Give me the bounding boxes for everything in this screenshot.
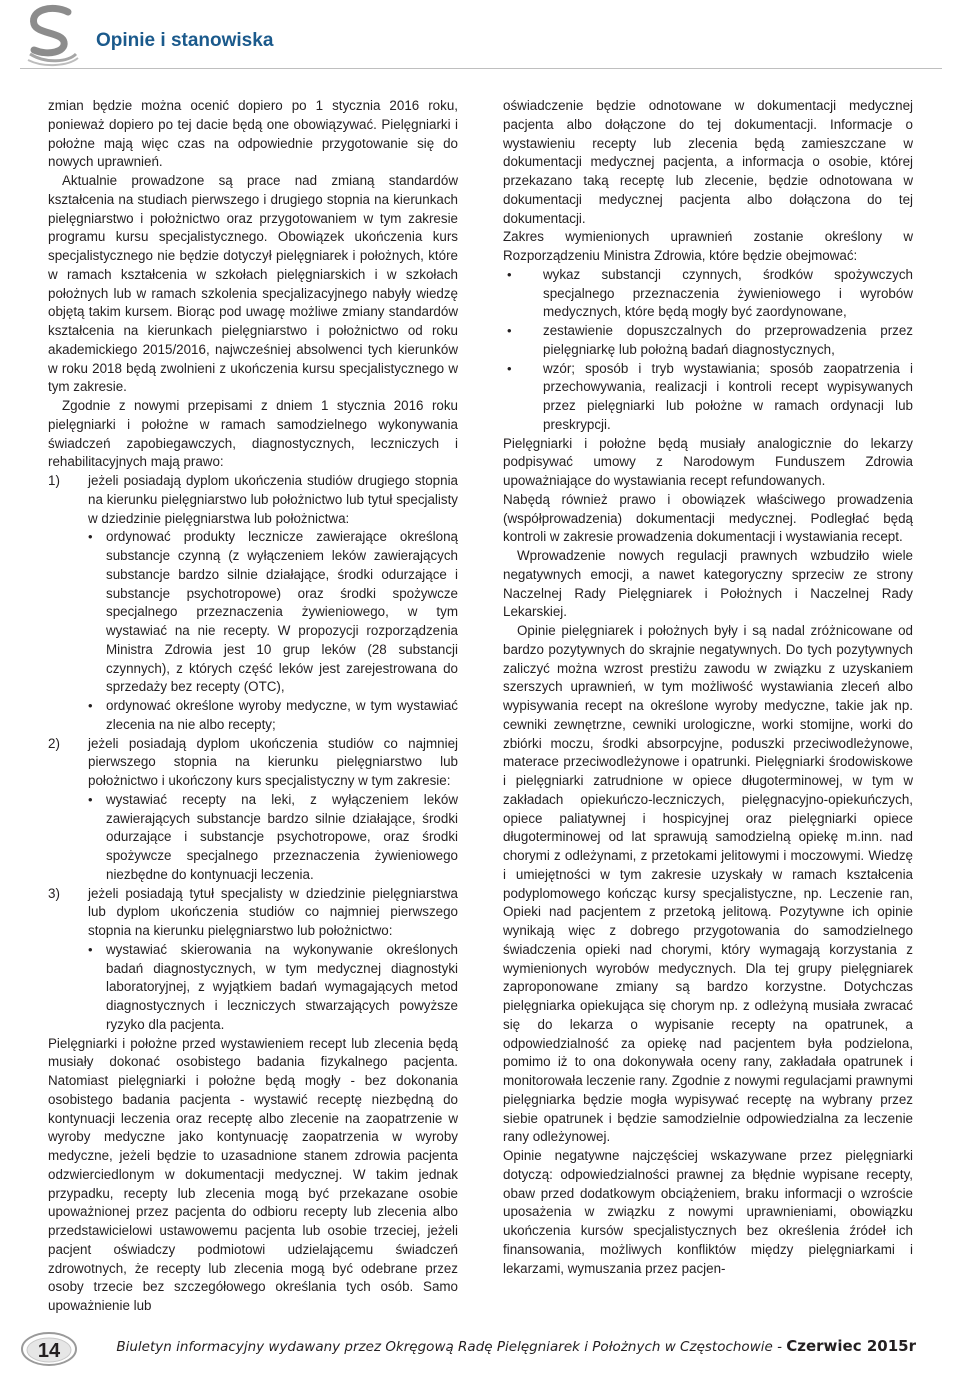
rights-list-item	[48, 885, 458, 1035]
rights-list-item	[48, 735, 458, 885]
rights-list	[48, 472, 458, 1035]
footer-publication	[116, 1337, 916, 1355]
paragraph: Zgodnie z nowymi przepisami z dniem 1 stycznia 2016 roku pielęgniarki i położne w ramach samodzielnego wykonywania świadczeń zapobiegawczych, diagnostycznych, leczniczych i rehabilitacyjnych mają prawo:	[48, 398, 458, 470]
bullet-icon: •	[88, 941, 93, 957]
list-number: 3)	[48, 885, 60, 901]
bullet-list	[66, 528, 458, 734]
paragraph: Opinie negatywne najczęściej wskazywane przez pielęgniarki dotyczą: odpowiedzialności prawnej za błędnie wypisane recepty, obaw przed dodatkowym obciążeniem, braku informacji o wzroście uposażenia w związku z nowymi uprawnieniami, obowiązku ukończenia kursów specjalistycznych bez określenia źródeł ich finansowania, możliwych konfliktów między pielęgniarkami i lekarzami, wymuszania przez pacjen-	[503, 1148, 913, 1276]
issue-date: Czerwiec 2015r	[786, 1337, 916, 1355]
left-column	[48, 97, 458, 1316]
bullet-item	[66, 941, 458, 1035]
bullet-text: ordynować produkty lecznicze zawierające określoną substancje czynną (z wyłączeniem leków zawierających substancje bardzo silnie działające, środki odurzające i substancje psychotropowe) oraz środki spożywcze specjalnego przeznaczenia żywieniowego, w tym wystawiać na nie recepty. W propozycji rozporządzenia Ministra Zdrowia jest 10 grup leków (28 substancji czynnych), z których część leków jest zarejestrowana do sprzedaży bez recepty (OTC),	[106, 529, 458, 695]
bullet-text: wzór; sposób i tryb wystawiania; sposób zaopatrzenia i przechowywania, realizacji i kontroli recept wypisywanych przez pielęgniarki lub położne w ramach ordynacji lub preskrypcji.	[543, 360, 913, 432]
paragraph: Pielęgniarki i położne będą musiały analogicznie do lekarzy podpisywać umowy z Narodowym Funduszem Zdrowia upoważniające do wystawiania recept refundowanych.	[503, 435, 913, 488]
paragraph: Aktualnie prowadzone są prace nad zmianą standardów kształcenia na studiach pierwszego i drugiego stopnia na kierunkach pielęgniarstwo i położnictwo oraz przygotowaniem w tym zakresie programu kursu specjalistycznego. Obowiązek ukończenia kurs specjalistycznego nie będzie dotyczył pielęgniarek i położnych, które w ramach kształcenia w szkołach pielęgniarskich i w szkołach położnych lub w ramach szkolenia specjalizacyjnego nabyły wiedzę objętą takim kursem. Biorąc pod uwagę możliwe zmiany standardów kształcenia na kierunkach pielęgniarstwo i położnictwo od roku akademickiego 2015/2016, najwcześniej absolwenci tych kierunków w roku 2018 będą zwolnieni z ukończenia kursu specjalistycznego w tym zakresie.	[48, 173, 458, 395]
list-item-text: jeżeli posiadają tytuł specjalisty w dziedzinie pielęgniarstwa lub dyplom ukończenia studiów co najmniej pierwszego stopnia na kierunku pielęgniarstwo lub położnictwo:	[88, 885, 458, 938]
header-divider	[20, 68, 942, 69]
page-number-badge	[20, 1330, 78, 1368]
list-item-text: jeżeli posiadają dyplom ukończenia studiów drugiego stopnia na kierunku pielęgniarstwo lub położnictwo lub tytuł specjalisty w dziedzinie pielęgniarstwa lub położnictwa:	[88, 473, 458, 526]
bullet-list	[503, 266, 913, 435]
page-header	[0, 0, 960, 78]
publication-name: Biuletyn informacyjny wydawany przez Okręgową Radę Pielęgniarek i Położnych w Częstochowie -	[116, 1339, 787, 1355]
bullet-icon: •	[88, 529, 93, 545]
rights-list-item	[48, 472, 458, 735]
bullet-icon: •	[507, 266, 512, 282]
bullet-icon: •	[88, 791, 93, 807]
bullet-list	[66, 791, 458, 885]
bullet-text: wystawiać recepty na leki, z wyłączeniem leków zawierających substancje bardzo silnie działające, środki odurzające i substancje psychotropowe, oraz środki spożywcze specjalnego przeznaczenia żywieniowego niezbędne do kontynuacji leczenia.	[106, 791, 458, 882]
list-number: 1)	[48, 473, 60, 488]
bullet-icon: •	[507, 360, 512, 376]
bullet-icon: •	[88, 698, 93, 713]
paragraph: zmian będzie można ocenić dopiero po 1 stycznia 2016 roku, ponieważ dopiero po tej dacie będą one obowiązywać. Pielęgniarki i położne mają więc czas na odpowiednie przygotowanie się do nowych uprawnień.	[48, 98, 458, 170]
paragraph: Nabędą również prawo i obowiązek właściwego prowadzenia (współprowadzenia) dokumentacji medycznej. Podległać będą kontroli w zakresie prowadzenia dokumentacji i wystawiania recept.	[503, 491, 913, 545]
bullet-item	[66, 791, 458, 885]
section-title: Opinie i stanowiska	[96, 30, 274, 51]
bullet-item	[66, 528, 458, 697]
bullet-text: wystawiać skierowania na wykonywanie określonych badań diagnostycznych, w tym medycznej diagnostyki laboratoryjnej, z wyjątkiem badań wymagających metod diagnostycznych i leczniczych stwarzających powyższe ryzyko dla pacjenta.	[106, 941, 458, 1032]
bullet-item	[503, 360, 913, 435]
bullet-item	[503, 266, 913, 322]
bullet-text: wykaz substancji czynnych, środków spożywczych specjalnego przeznaczenia żywieniowego i wyrobów medycznych, które będą mogły być zaordynowane,	[543, 266, 913, 320]
paragraph: Zakres wymienionych uprawnień zostanie określony w Rozporządzeniu Ministra Zdrowia, które będzie obejmować:	[503, 229, 913, 263]
logo-icon	[22, 4, 82, 68]
list-number: 2)	[48, 735, 60, 751]
page-number: 14	[37, 1340, 61, 1362]
bullet-item	[66, 697, 458, 735]
paragraph: oświadczenie będzie odnotowane w dokumentacji medycznej pacjenta albo dołączone do tej dokumentacji. Informacje o wystawieniu recepty lub zlecenia będą zamieszczane w dokumentacji medycznej pacjenta, a informacja o osobie, której przekazano taką receptę lub zlecenie, będzie odnotowana w dokumentacji medycznej pacjenta albo dołączona do tej dokumentacji.	[503, 98, 913, 226]
list-item-text: jeżeli posiadają dyplom ukończenia studiów co najmniej pierwszego stopnia na kierunku pielęgniarstwo lub położnictwo i ukończony kurs specjalistyczny w tym zakresie:	[88, 735, 458, 788]
bullet-text: zestawienie dopuszczalnych do przeprowadzenia przez pielęgniarkę lub położną badań diagnostycznych,	[543, 323, 913, 357]
paragraph: Pielęgniarki i położne przed wystawieniem recept lub zlecenia będą musiały dokonać osobistego badania fizykalnego pacjenta. Natomiast pielęgniarki i położne będą mogły - bez dokonania osobistego badania pacjenta - wystawić receptę niezbędną do kontynuacji leczenia oraz receptę albo zlecenie na zaopatrzenie w wyroby medyczne jako kontynuację zaopatrzenia w wyroby medyczne, jeżeli będzie to uzasadnione stanem zdrowia pacjenta odzwierciedlonym w dokumentacji medycznej. W takim jednak przypadku, recepty lub zlecenia mogą być przekazane osobie upoważnionej przez pacjenta do odbioru recepty lub zlecenia albo przedstawicielowi ustawowemu pacjenta lub osobie trzeciej, jeżeli pacjent oświadczy podmiotowi udzielającemu świadczeń zdrowotnych, że recepty lub zlecenia mogą być odebrane przez osoby trzecie bez szczegółowego określania tych osób. Samo upoważnienie lub	[48, 1035, 458, 1313]
bullet-list	[66, 941, 458, 1035]
paragraph: Opinie pielęgniarek i położnych były i są nadal zróżnicowane od bardzo pozytywnych do skrajnie negatywnych. Do tych pozytywnych zaliczyć można wzrost prestiżu zawodu w związku z uzyskaniem szerszych uprawnień, w tym możliwość wystawiania zleceń albo wypisywania recept na określone wyroby medyczne, takie jak np. cewniki zewnętrzne, cewniki urologiczne, worki stomijne, worki do zbiórki moczu, środki absorpcyjne, poduszki przeciwodleżynowe, materace przeciwodleżynowe i opatrunki. Pielęgniarki środowiskowe i pielęgniarki zatrudnione w opiece długoterminowej, w tym w zakładach opiekuńczo-leczniczych, pielęgnacyjno-opiekuńczych, opiece paliatywnej i hospicyjnej oraz pielęgniarki opiece długoterminowej od lat sprawują samodzielną opiekę m.inn. nad chorymi z odleżynami, z przetokami jelitowymi i moczowymi. Wiedzę i umiejętności w tym zakresie uzyskały w ramach kształcenia podyplomowego kończąc kursy specjalistyczne, np. Leczenie ran, Opieki nad pacjentem z przetoką jelitową. Pozytywne ich opinie wynikają więc z dobrego przygotowania do samodzielnego świadczenia opieki nad chorymi, który wymagają korzystania z wymienionych wyrobów medycznych. Dla tej grupy pielęgniarek zaproponowane zmiany są bardzo korzystne. Dotychczas pielęgniarka opiekująca się chorym np. z odleżyną musiała zwracać się do lekarza o wypisanie recepty na opatrunek, a odpowiedzialność za opiekę nad pacjentem była podzielona, pomimo iż to ona dokonywała oceny rany, zakładała opatrunek i monitorowała leczenie rany. Zgodnie z nowymi regulacjami prawnymi pielęgniarka będzie mogła wypisywać receptę na wybrany przez siebie opatrunek i będzie samodzielnie odpowiedzialna za leczenie rany odleżynowej.	[503, 623, 913, 1145]
bullet-item	[503, 322, 913, 360]
bullet-text: ordynować określone wyroby medyczne, w tym wystawiać zlecenia na nie albo recepty;	[106, 698, 458, 732]
right-column	[503, 97, 913, 1278]
bullet-icon: •	[507, 323, 512, 338]
paragraph: Wprowadzenie nowych regulacji prawnych wzbudziło wiele negatywnych emocji, a nawet kategoryczny sprzeciw ze strony Naczelnej Rady Pielęgniarek i Położnych i Naczelnej Rady Lekarskiej.	[503, 548, 913, 620]
